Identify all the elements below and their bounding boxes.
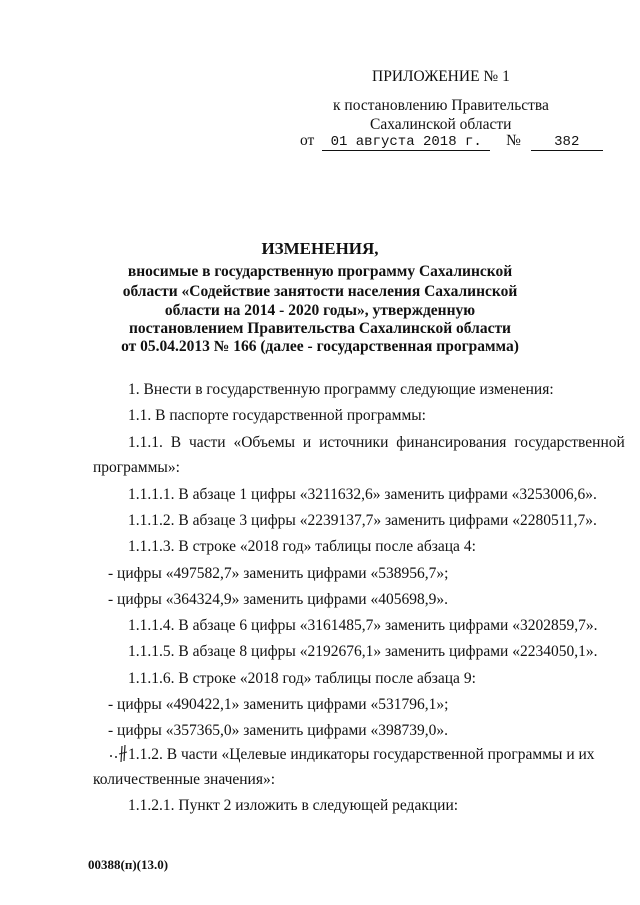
body-line: 1.1.1.5. В абзаце 8 цифры «2192676,1» заменить цифрами «2234050,1». [128, 643, 598, 660]
appendix-title: ПРИЛОЖЕНИЕ № 1 [372, 68, 510, 85]
title-line: области «Содействие занятости населения Сахалинской [122, 283, 518, 300]
title-line: от 05.04.2013 № 166 (далее - государственная программа) [121, 338, 519, 355]
body-line: 1.1.1.2. В абзаце 3 цифры «2239137,7» заменить цифрами «2280511,7». [128, 512, 597, 529]
region-line: Сахалинской области [370, 116, 512, 133]
body-line: - цифры «364324,9» заменить цифрами «405698,9». [108, 591, 448, 608]
body-line: количественные значения»: [93, 771, 276, 788]
title-line: области на 2014 - 2020 годы», утвержденную [164, 302, 476, 319]
body-line: 1.1.1.4. В абзаце 6 цифры «3161485,7» заменить цифрами «3202859,7». [128, 617, 598, 634]
resolution-line: к постановлению Правительства [333, 97, 549, 114]
body-line: - цифры «490422,1» заменить цифрами «531796,1»; [108, 696, 449, 713]
body-line: - цифры «357365,0» заменить цифрами «398739,0». [108, 722, 448, 739]
body-line: 1.1.1.3. В строке «2018 год» таблицы после абзаца 4: [128, 538, 476, 555]
date-number-line [300, 132, 603, 151]
document-title: ИЗМЕНЕНИЯ, [261, 239, 379, 258]
body-line: 1.1.2.1. Пункт 2 изложить в следующей редакции: [128, 797, 459, 814]
body-line: 1. Внести в государственную программу следующие изменения: [128, 381, 554, 398]
body-line: 1.1.1. В части «Объемы и источники финансирования государственной [128, 434, 625, 451]
body-line: 1.1.1.6. В строке «2018 год» таблицы после абзаца 9: [128, 670, 476, 687]
resolution-number: 382 [531, 134, 603, 151]
from-label: от [300, 132, 315, 149]
body-line: 1.1. В паспорте государственной программы: [128, 407, 426, 424]
body-line: 1.1.1.1. В абзаце 1 цифры «3211632,6» заменить цифрами «3253006,6». [128, 486, 597, 503]
body-line: программы»: [93, 459, 180, 476]
title-line: вносимые в государственную программу Сахалинской [127, 263, 513, 280]
document-code: 00388(п)(13.0) [88, 857, 169, 872]
body-line: - цифры «497582,7» заменить цифрами «538956,7»; [108, 565, 449, 582]
margin-mark-icon [108, 744, 130, 764]
number-label: № [506, 132, 521, 149]
title-line: постановлением Правительства Сахалинской области [128, 320, 511, 337]
body-line: 1.1.2. В части «Целевые индикаторы государственной программы и их [128, 746, 595, 763]
resolution-date: 01 августа 2018 г. [322, 134, 490, 151]
